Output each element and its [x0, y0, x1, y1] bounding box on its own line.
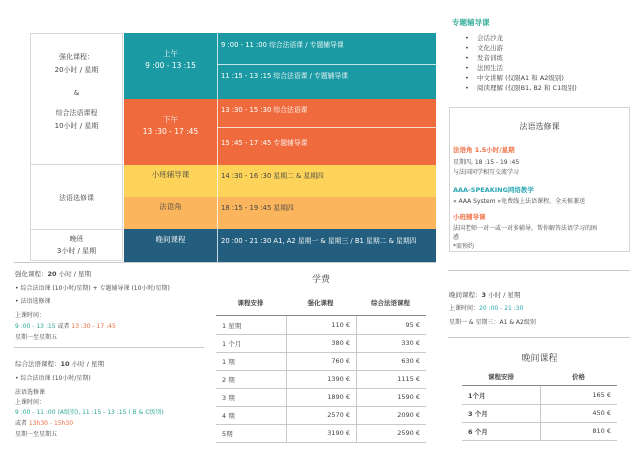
fees-cell-schedule: 2 期 — [222, 376, 235, 384]
general-note-line-1: 法语选修课 — [15, 389, 46, 396]
fees-cell-general: 1590 € — [397, 393, 420, 401]
intensive-note-bullet-1-text: 综合法语课 (10小时/星期) + 专题辅导课 (10小时/星期) — [20, 285, 170, 292]
theme-item: • 中文讲解 (仅限A1 和 A2级别) — [463, 73, 633, 83]
fees-cell-intensive: 1890 € — [327, 393, 350, 401]
fees-row-line — [216, 352, 426, 353]
general-note-hours: 10 — [60, 360, 70, 368]
evening-col-line — [540, 386, 541, 440]
intensive-note-bullet-2-text: 法语选修课 — [20, 298, 51, 305]
intensive-hours: 20小时 / 星期 — [54, 66, 99, 74]
fees-cell-intensive: 2570 € — [327, 411, 350, 419]
fees-col-line — [286, 316, 287, 442]
intensive-note-time — [15, 321, 116, 330]
evening-hours-num: 3 — [481, 291, 487, 299]
general-note-time-or — [15, 418, 73, 427]
general-note-time-a: 9 :00 - 11 :00 (A级别), 11 :15 - 13 :15 ( B & C级别) — [15, 409, 164, 416]
afternoon-divider — [217, 99, 218, 165]
section-divider — [14, 347, 204, 348]
fees-row-line — [216, 406, 426, 407]
french-corner-label: 法语角 — [159, 202, 182, 211]
fees-cell-intensive: 1390 € — [327, 375, 350, 383]
evening-hours-label: 晚间课程： — [449, 291, 482, 299]
corner-line-2: 与法国同学相互交流学习 — [453, 169, 520, 176]
fees-cell-general: 330 € — [401, 339, 420, 347]
intensive-note-days: 星期一至星期五 — [15, 334, 58, 341]
evening-row-line — [462, 440, 617, 441]
evening-divider — [217, 229, 218, 262]
fees-cell-schedule: 4 期 — [222, 412, 235, 420]
evening-hours-unit: 小时 / 星期 — [488, 291, 521, 299]
night-hours: 3小时 / 星期 — [56, 247, 97, 255]
elective-label: 法语选修课 — [59, 194, 94, 202]
fees-row-line — [216, 442, 426, 443]
intensive-note-title — [15, 269, 91, 278]
small-class-title: 小班辅导课 — [453, 213, 486, 221]
evening-cell-price: 810 € — [592, 427, 611, 435]
fees-cell-intensive: 110 € — [331, 321, 350, 329]
morning-row-divider — [217, 64, 436, 65]
table-row — [216, 370, 426, 388]
fees-header-intensive: 强化课程 — [307, 299, 334, 307]
evening-label: 晚间课程 — [155, 235, 186, 244]
intensive-note-time-b: 13 :30 - 17 :45 — [71, 323, 116, 330]
fees-cell-schedule: 1 个月 — [222, 340, 242, 348]
afternoon-row-divider — [217, 127, 436, 128]
theme-item: • 会话沙龙 — [463, 33, 633, 43]
intensive-note-hours: 20 — [47, 270, 57, 278]
evening-cell-schedule: 3 个月 — [468, 410, 488, 418]
morning-row-2: 11 :15 - 13 :15 综合法语课 / 专题辅导课 — [221, 72, 349, 80]
fees-col-line — [356, 316, 357, 442]
fees-header-schedule: 课程安排 — [237, 299, 264, 307]
general-note-bullet-1: • 综合法语课 (10小时/星期) — [15, 375, 91, 382]
afternoon-row-2: 15 :45 - 17 :45 专题辅导课 — [221, 139, 308, 147]
fees-cell-schedule: 5期 — [222, 430, 233, 438]
afternoon-row-1: 13 :30 - 15 :30 综合法语课 — [221, 106, 308, 114]
fees-cell-schedule: 1 星期 — [222, 322, 242, 330]
evening-hours — [449, 290, 520, 299]
theme-item: • 阅读理解 (仅限B1, B2 和 C1级别) — [463, 83, 633, 93]
amp-label: & — [73, 89, 80, 97]
aaa-title: AAA-SPEAKING网络教学 — [453, 186, 534, 194]
night-label: 晚班 — [69, 235, 84, 243]
evening-time — [449, 303, 523, 312]
morning-time: 9 :00 - 13 :15 — [145, 61, 196, 70]
evening-days: 星期一 & 星期三：A1 & A2级别 — [449, 319, 536, 326]
small-class-line-2: 惑 — [453, 234, 460, 241]
fees-cell-intensive: 3190 € — [327, 429, 350, 437]
fees-row-line — [216, 334, 426, 335]
theme-item: • 法国生活 — [463, 63, 633, 73]
morning-label: 上午 — [163, 49, 178, 58]
french-corner-row: 18 :15 - 19 :45 星期四 — [221, 204, 294, 212]
general-note-title — [15, 359, 104, 368]
morning-row-1: 9 :00 - 11 :00 综合法语课 / 专题辅导课 — [221, 41, 344, 49]
intensive-note-bullet-2: • 法语选修课 — [15, 298, 51, 305]
fees-row-line — [216, 370, 426, 371]
table-row — [216, 352, 426, 370]
table-row — [216, 406, 426, 424]
small-class-divider — [217, 165, 218, 197]
evening-row: 20 :00 - 21 :30 A1, A2 星期一 & 星期三 / B1 星期二 & 星期四 — [221, 237, 417, 245]
general-hours: 10小时 / 星期 — [54, 122, 99, 130]
general-label: 综合法语课程 — [55, 109, 98, 117]
small-class-label: 小班辅导课 — [151, 170, 190, 179]
evening-time-label: 上课时间： — [449, 305, 480, 312]
table-row — [216, 424, 426, 442]
afternoon-time: 13 :30 - 17 :45 — [142, 127, 199, 136]
evening-table-title: 晚间课程 — [521, 354, 558, 364]
table-row — [216, 316, 426, 334]
afternoon-label: 下午 — [163, 115, 178, 124]
theme-item: • 发音训练 — [463, 53, 633, 63]
small-class-line-3: *需预约 — [453, 243, 475, 250]
evening-time-value: 20 :00 - 21 :30 — [479, 305, 524, 312]
fees-header-general: 综合法语课程 — [371, 299, 410, 307]
intensive-note-time-a: 9 :00 - 13 :15 — [15, 323, 56, 330]
evening-cell-schedule: 1个月 — [468, 392, 486, 400]
fees-cell-general: 95 € — [405, 321, 420, 329]
small-class-row: 14 :30 - 16 :30 星期二 & 星期四 — [221, 172, 324, 180]
electives-title: 法语选修课 — [519, 122, 560, 131]
general-note-label: 综合法语课程： — [15, 360, 61, 368]
aaa-line-1: « AAA System »免费线上法语课程，全天候兼送 — [453, 198, 586, 205]
themes-list — [463, 33, 633, 93]
corner-title: 法语角 1.5小时/星期 — [453, 146, 515, 154]
intensive-note-time-label: 上课时间： — [15, 312, 46, 319]
intensive-note-label: 强化课程： — [15, 270, 48, 278]
theme-item: • 文化出游 — [463, 43, 633, 53]
fees-cell-intensive: 380 € — [331, 339, 350, 347]
section-divider — [448, 337, 630, 338]
evening-cell-price: 450 € — [592, 409, 611, 417]
intensive-label: 强化课程： — [59, 53, 94, 61]
corner-line-1: 星期四, 18 :15 - 19 :45 — [453, 159, 520, 166]
intensive-note-unit: 小时 / 星期 — [58, 270, 91, 278]
evening-cell-schedule: 6 个月 — [468, 428, 488, 436]
general-note-time-b: 13h30 - 15h30 — [28, 420, 74, 427]
fees-row-line — [216, 424, 426, 425]
french-corner-divider — [217, 197, 218, 229]
fees-cell-general: 1115 € — [397, 375, 420, 383]
small-class-line-1: 法国老师一对一或一对多辅导，帮你解答法语学习的困 — [453, 225, 598, 232]
section-divider — [448, 270, 630, 271]
general-note-unit: 小时 / 星期 — [71, 360, 104, 368]
morning-divider — [217, 33, 218, 99]
table-row — [216, 334, 426, 352]
general-note-time-label: 上课时间： — [15, 399, 46, 406]
general-note-or: 或者 — [15, 420, 29, 427]
evening-header-schedule: 课程安排 — [488, 373, 514, 381]
fees-cell-general: 2090 € — [397, 411, 420, 419]
fees-cell-schedule: 3 期 — [222, 394, 235, 402]
fees-cell-general: 630 € — [401, 357, 420, 365]
general-note-bullet-1-text: 综合法语课 (10小时/星期) — [20, 375, 91, 382]
themes-title: 专题辅导课 — [452, 18, 490, 27]
fees-title: 学费 — [311, 275, 330, 285]
fees-cell-schedule: 1 期 — [222, 358, 235, 366]
evening-cell-price: 165 € — [592, 391, 611, 399]
table-row — [216, 388, 426, 406]
evening-header-price: 价格 — [572, 373, 585, 381]
intensive-note-bullet-1: • 综合法语课 (10小时/星期) + 专题辅导课 (10小时/星期) — [15, 285, 170, 292]
fees-row-line — [216, 388, 426, 389]
fees-cell-intensive: 760 € — [331, 357, 350, 365]
general-note-days: 星期一至星期五 — [15, 431, 58, 438]
fees-cell-general: 2590 € — [397, 429, 420, 437]
intensive-note-or: 或者 — [55, 323, 72, 330]
section-divider — [14, 262, 436, 263]
